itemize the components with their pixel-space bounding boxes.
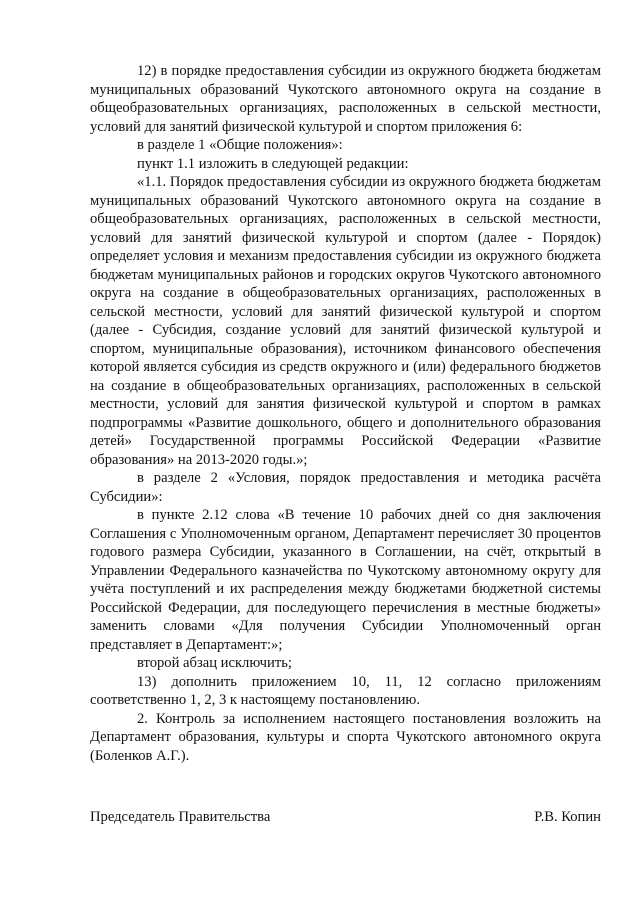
paragraph-control: 2. Контроль за исполнением настоящего постановления возложить на Департамент образования, культуры и спорта Чукотского автономного округа (Боленков А.Г.). [90,710,601,764]
paragraph-point-1-1-text: «1.1. Порядок предоставления субсидии из окружного бюджета бюджетам муниципальных образований Чукотского автономного округа на создание в общеобразовательных организациях, расположенных в сельской местности, условий для занятий физической культурой и спортом (далее - Порядок) определяет условия и механизм предоставления субсидии из окружного бюджета бюджетам муниципальных районов и городских округов Чукотского автономного округа на создание в общеобразовательных организациях, расположенных в сельской местности, условий для занятий физической культурой и спортом (далее - Субсидия, создание условий для занятий физической культурой и спортом, муниципальные образования), источником финансового обеспечения которой является субсидия из средств окружного и (или) федерального бюджетов на создание в общеобразовательных организациях, расположенных в сельской местности, условий для занятия физической культурой и спортом в рамках подпрограммы «Развитие дошкольного, общего и дополнительного образования детей» Государственной программы Российской Федерации «Развитие образования» на 2013-2020 годы.»; [90,174,601,468]
paragraph-item-13: 13) дополнить приложением 10, 11, 12 согласно приложениям соответственно 1, 2, 3 к настоящему постановлению. [90,673,601,708]
paragraph-point-2-12: в пункте 2.12 слова «В течение 10 рабочих дней со дня заключения Соглашения с Уполномоченным органом, Департамент перечисляет 30 процентов годового размера Субсидии, указанного в Соглашении, на счёт, открытый в Управлении Федерального казначейства по Чукотскому автономному округу для учёта поступлений и их распределения между бюджетами бюджетной системы Российской Федерации, для последующего перечисления в местные бюджеты» заменить словами «Для получения Субсидии Уполномоченный орган представляет в Департамент:»; [90,507,601,653]
paragraph-section-1: в разделе 1 «Общие положения»: [137,137,343,153]
signature-block [90,808,601,827]
paragraph-section-2: в разделе 2 «Условия, порядок предоставления и методика расчёта Субсидии»: [90,470,601,505]
signature-name: Р.В. Копин [534,809,601,825]
paragraph-second-abzac: второй абзац исключить; [137,655,292,671]
signature-position: Председатель Правительства [90,809,271,825]
document-body [90,62,601,765]
paragraph-point-1-1: пункт 1.1 изложить в следующей редакции: [137,155,409,172]
paragraph-item-12: 12) в порядке предоставления субсидии из окружного бюджета бюджетам муниципальных образований Чукотского автономного округа на создание в общеобразовательных организациях, расположенных в сельской местности, условий для занятий физической культурой и спортом приложения 6: [90,63,601,135]
